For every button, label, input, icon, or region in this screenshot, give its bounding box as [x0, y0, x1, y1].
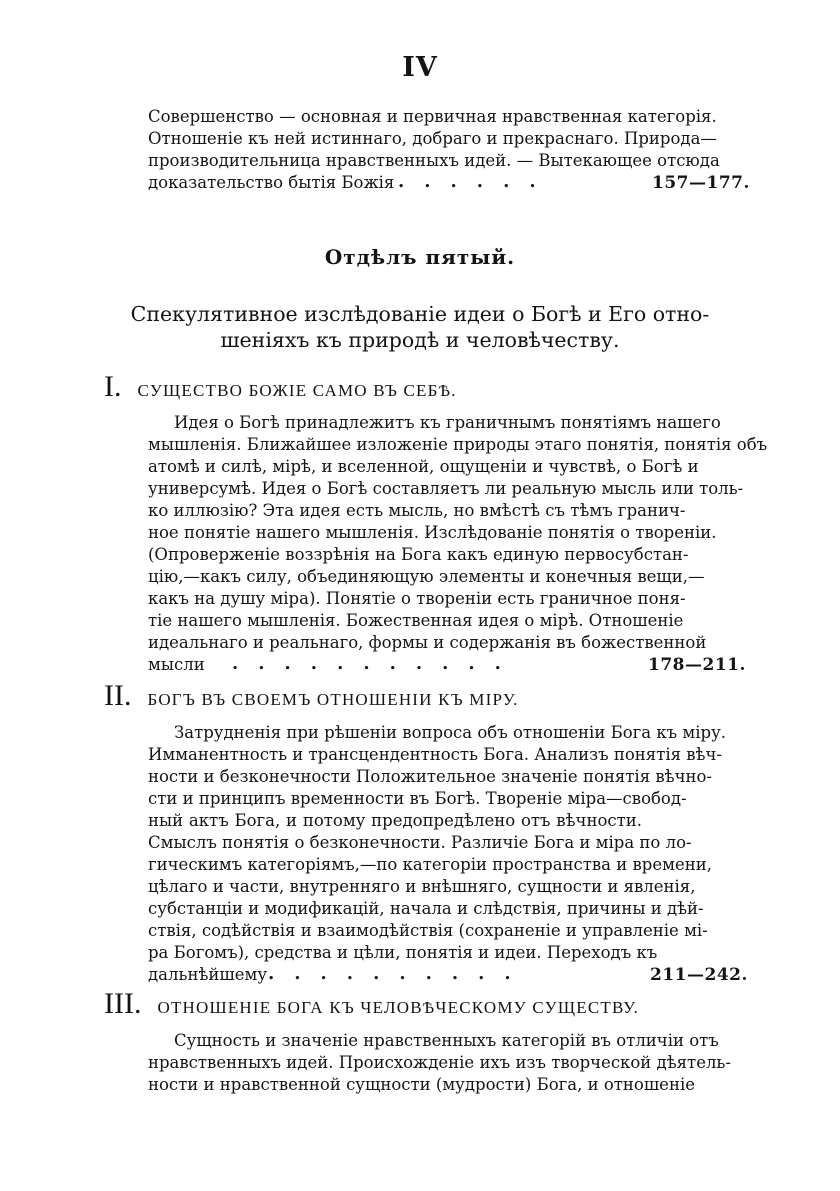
- leader-dots: ......: [398, 171, 556, 192]
- section-numeral: III.: [104, 987, 142, 1020]
- section-line: идеальнаго и реальнаго, формы и содержанія въ божественной: [148, 633, 707, 652]
- section-heading: [104, 370, 457, 404]
- section-line: субстанціи и модификацій, начала и слѣдствія, причины и дѣй-: [148, 899, 704, 918]
- intro-line: Отношеніе къ ней истиннаго, добраго и прекраснаго. Природа—: [148, 129, 717, 148]
- section-line: ко иллюзію? Эта идея есть мысль, но вмѣстѣ съ тѣмъ гранич-: [148, 501, 686, 520]
- leader-dots: ..........: [268, 963, 531, 984]
- section-line: ное понятіе нашего мышленія. Изслѣдованіе понятія о твореніи.: [148, 523, 717, 542]
- section-line: ра Богомъ), средства и цѣли, понятія и идеи. Переходъ къ: [148, 943, 658, 962]
- section-numeral: II.: [104, 679, 132, 712]
- part-subtitle: [0, 301, 790, 353]
- section-line: ности и нравственной сущности (мудрости) Бога, и отношеніе: [148, 1075, 695, 1094]
- section-line: нравственныхъ идей. Происхожденіе ихъ изъ творческой дѣятель-: [148, 1053, 731, 1072]
- intro-page-range: 157—177.: [652, 173, 750, 193]
- section-title: СУЩЕСТВО БОЖІЕ САМО ВЪ СЕБѢ.: [137, 381, 457, 400]
- section-numeral: I.: [104, 370, 122, 403]
- section-line: (Опроверженіе воззрѣнія на Бога какъ единую первосубстан-: [148, 545, 689, 564]
- section-line: цію,—какъ силу, объединяющую элементы и конечныя вещи,—: [148, 567, 705, 586]
- section-line: Смыслъ понятія о безконечности. Различіе Бога и міра по ло-: [148, 833, 692, 852]
- section-line: ствія, содѣйствія и взаимодѣйствія (сохраненіе и управленіе мі-: [148, 921, 708, 940]
- intro-line: производительница нравственныхъ идей. — Вытекающее отсюда: [148, 151, 720, 170]
- intro-line: Совершенство — основная и первичная нравственная категорія.: [148, 107, 717, 126]
- section-line: дальнѣйшему: [148, 965, 268, 984]
- section-line: универсумѣ. Идея о Богѣ составляетъ ли реальную мысль или толь-: [148, 479, 744, 498]
- section-page-range: 211—242.: [650, 965, 748, 985]
- section-line: Затрудненія при рѣшеніи вопроса объ отношеніи Бога къ міру.: [174, 723, 727, 742]
- intro-line: доказательство бытія Божія: [148, 173, 395, 192]
- section-line: атомѣ и силѣ, мірѣ, и вселенной, ощущеніи и чувствѣ, о Богѣ и: [148, 457, 699, 476]
- section-line: ности и безконечности Положительное значеніе понятія вѣчно-: [148, 767, 712, 786]
- section-line: какъ на душу міра). Понятіе о твореніи есть граничное поня-: [148, 589, 686, 608]
- section-line: ный актъ Бога, и потому предопредѣлено отъ вѣчности.: [148, 811, 642, 830]
- section-title: ОТНОШЕНІЕ БОГА КЪ ЧЕЛОВѢЧЕСКОМУ СУЩЕСТВУ.: [157, 998, 640, 1017]
- section-line: Идея о Богѣ принадлежитъ къ граничнымъ понятіямъ нашего: [174, 413, 721, 432]
- page-number: IV: [402, 52, 438, 83]
- section-line: мысли: [148, 655, 205, 674]
- section-page-range: 178—211.: [648, 655, 746, 675]
- leader-dots: ...........: [232, 653, 521, 674]
- section-title: БОГЪ ВЪ СВОЕМЪ ОТНОШЕНІИ КЪ МІРУ.: [147, 690, 519, 709]
- part-title: Отдѣлъ пятый.: [324, 245, 516, 269]
- section-line: сти и принципъ временности въ Богѣ. Твореніе міра—свобод-: [148, 789, 687, 808]
- section-line: мышленія. Ближайшее изложеніе природы этаго понятія, понятія объ: [148, 435, 768, 454]
- section-line: цѣлаго и части, внутренняго и внѣшняго, сущности и явленія,: [148, 877, 696, 896]
- part-subtitle-line: Спекулятивное изслѣдованіе идеи о Богѣ и Его отно-: [130, 302, 710, 326]
- section-heading: [104, 987, 639, 1021]
- section-line: Сущность и значеніе нравственныхъ категорій въ отличіи отъ: [174, 1031, 719, 1050]
- section-heading: [104, 679, 519, 713]
- part-subtitle-line: шеніяхъ къ природѣ и человѣчеству.: [220, 328, 620, 352]
- section-line: тіе нашего мышленія. Божественная идея о мірѣ. Отношеніе: [148, 611, 684, 630]
- section-line: Имманентность и трансцендентность Бога. Анализъ понятія вѣч-: [148, 745, 722, 764]
- section-line: гическимъ категоріямъ,—по категоріи пространства и времени,: [148, 855, 712, 874]
